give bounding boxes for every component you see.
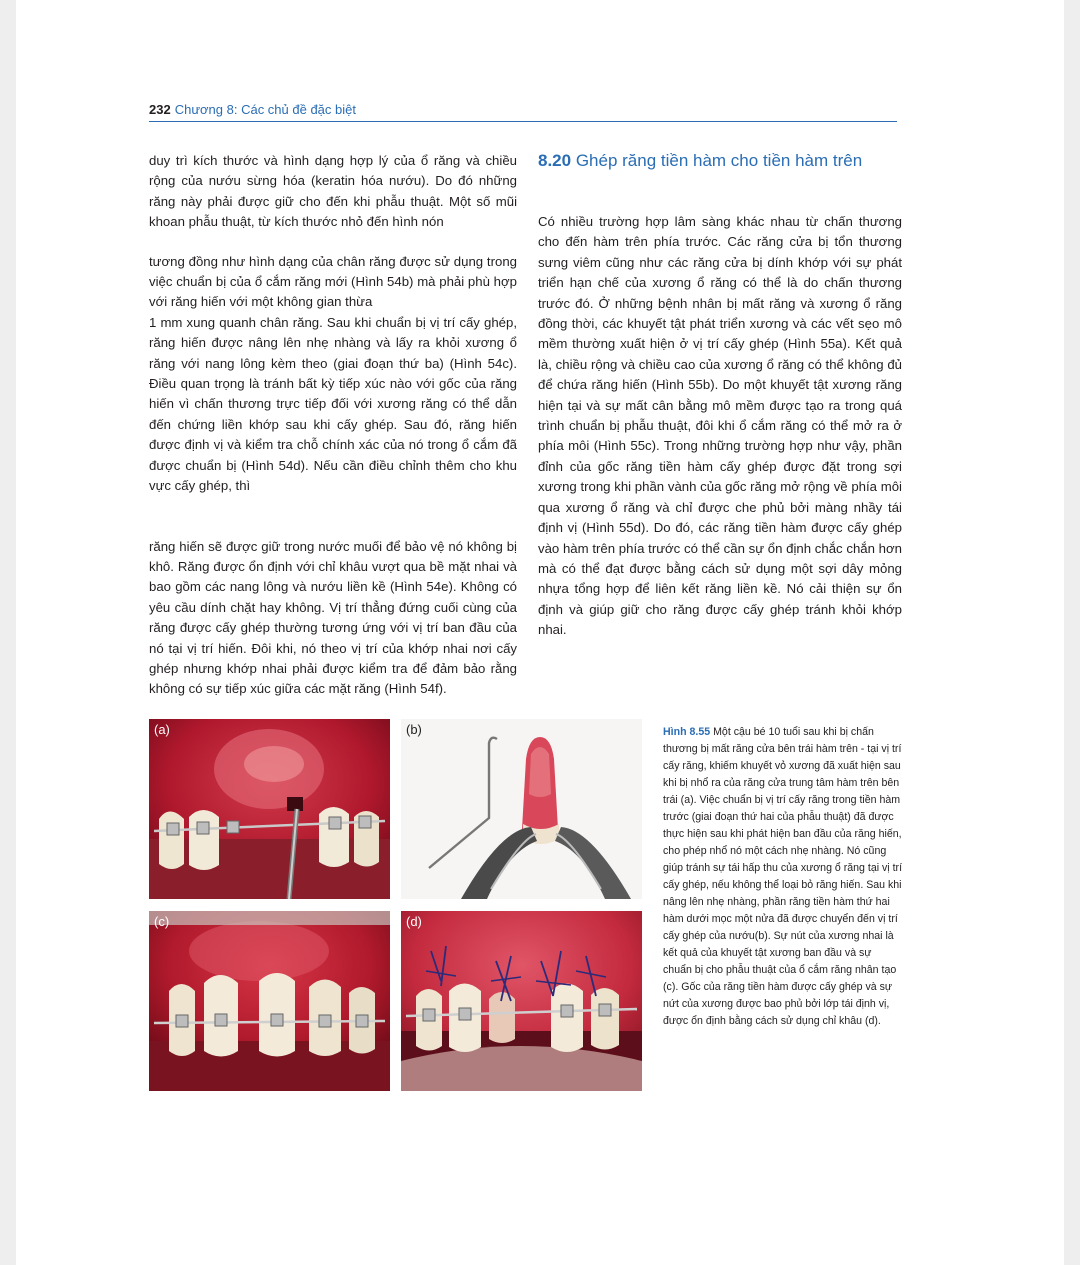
panel-label-b: (b) xyxy=(406,722,422,737)
photo-panel-d xyxy=(401,911,642,1091)
section-title-text: Ghép răng tiền hàm cho tiền hàm trên xyxy=(575,151,863,170)
caption-text: Một cậu bé 10 tuổi sau khi bị chấn thương bị mất răng cửa bên trái hàm trên - tại vị trí cấy răng, khiếm khuyết vỏ xương đã xuất hiện sau khi bị nhổ ra của răng cửa trung tâm hàm trên bên trái (a). Việc chuẩn bị vị trí cấy răng trong tiền hàm trước (giai đoạn thứ hai của phẫu thuật) đã được thực hiện sau khi phát hiện ban đầu của răng hiến, cho phép nhổ nó một cách nhẹ nhàng. Nó cũng giúp tránh sự tái hấp thu của xương ổ răng tại vị trí cấy ghép, nếu không thể loại bỏ răng hiến. Sau khi nâng lên nhẹ nhàng, phần răng tiền hàm thứ hai hàm dưới mọc một nửa đã được chuyển đến vị trí cấy ghép của nướu(b). Sự nút của xương nhai là kết quả của khuyết tật xương ban đầu và sự chuẩn bị cho phẫu thuật của ổ cắm răng nhân tạo (c). Gốc của răng tiền hàm được cấy ghép và sự nứt của xương được bao phủ bởi lớp tái định vị, được ổn định bằng cách sử dụng chỉ khâu (d). xyxy=(663,726,903,1027)
body-paragraph-3: 1 mm xung quanh chân răng. Sau khi chuẩn bị vị trí cấy ghép, răng hiến được nâng lên nhẹ nhàng và lấy ra khỏi xương ổ răng với nang lông kèm theo (giai đoạn thứ ba) (Hình 54c). Điều quan trọng là tránh bất kỳ tiếp xúc nào với gốc của răng hiến vì chấn thương trực tiếp đối với xương răng có thể dẫn đến chứng liền khớp sau khi cấy ghép. Sau đó, răng hiến được định vị và kiểm tra chỗ chính xác của nó trong ổ cắm đã được chuẩn bị (Hình 54d). Nếu cần điều chỉnh thêm cho khu vực cấy ghép, thì xyxy=(149,314,517,494)
figure-panel-a xyxy=(149,719,390,899)
right-column xyxy=(538,212,902,641)
photo-panel-c xyxy=(149,911,390,1091)
page-number: 232 xyxy=(149,102,171,117)
photo-panel-b xyxy=(401,719,642,899)
panel-label-c: (c) xyxy=(154,914,170,929)
panel-label-d: (d) xyxy=(406,914,422,929)
left-column xyxy=(149,151,517,700)
body-paragraph-1: duy trì kích thước và hình dạng hợp lý của ổ răng và chiều rộng của nướu sừng hóa (keratin hóa nướu). Do đó những răng này phải được giữ cho đến khi phẫu thuật. Một số mũi khoan phẫu thuật, từ kích thước nhỏ đến hình nón xyxy=(149,153,517,230)
body-paragraph-4: răng hiến sẽ được giữ trong nước muối để bảo vệ nó không bị khô. Răng được ổn định với chỉ khâu vượt qua bề mặt nhai và bao gồm các nang lông và nướu liền kề (Hình 54e). Không có yêu cầu dính chặt hay không. Vị trí thẳng đứng cuối cùng của răng được cấy ghép thường tương ứng với vị trí ban đầu của nó tại vị trí hiến. Đôi khi, nó theo vị trí của khớp nhai nơi cấy ghép nhưng khớp nhai phải được kiểm tra để đảm bảo rằng không có sự tiếp xúc giữa các mặt răng (Hình 54f). xyxy=(149,538,517,697)
figure-caption xyxy=(663,724,903,1030)
section-paragraph: Có nhiều trường hợp lâm sàng khác nhau từ chấn thương cho đến hàm trên phía trước. Các răng cửa bị tổn thương sưng viêm cũng như các răng cửa bị dính khớp với sự phát triển hạn chế của xương ổ răng có thể là do chấn thương trước đó. Ở những bệnh nhân bị mất răng và xương ổ răng đồng thời, các khuyết tật phát triển xương và các vết sẹo mô mềm thường xuất hiện ở vị trí cấy ghép (Hình 55a). Kết quả là, chiều rộng và chiều cao của xương ổ răng có thể không đủ để chứa răng hiến (Hình 55b). Do một khuyết tật xương răng hiện tại và sự mất cân bằng mô mềm được tạo ra trong quá trình chuẩn bị phẫu thuật, đôi khi ổ cắm răng có thể mở ra ở phía môi (Hình 55c). Trong những trường hợp như vậy, phần đỉnh của gốc răng tiền hàm cấy ghép được đặt trong sợi xương trong khi phần vành của gốc răng mở rộng về phía môi qua xương ổ răng và chỉ được che phủ bởi màng nhầy tái định vị (Hình 55d). Do đó, các răng tiền hàm được cấy ghép vào hàm trên phía trước có thể cần sự ổn định chắc chắn hơn mà có thể đạt được bằng cách sử dụng một sợi dây mỏng nhựa tổng hợp để liên kết răng liền kề. Nó cải thiện sự ổn định và giúp giữ cho răng được cấy ghép tránh khỏi khớp nhai. xyxy=(538,214,902,638)
figure-panel-b xyxy=(401,719,642,899)
running-head xyxy=(149,102,897,122)
section-number: 8.20 xyxy=(538,151,572,170)
figure-panel-d xyxy=(401,911,642,1091)
figure-panel-c xyxy=(149,911,390,1091)
caption-label: Hình 8.55 xyxy=(663,726,711,738)
body-paragraph-2: tương đồng như hình dạng của chân răng được sử dụng trong việc chuẩn bị của ổ cắm răng mới (Hình 54b) mà phải phù hợp với răng hiến với một không gian thừa xyxy=(149,253,517,310)
section-heading xyxy=(538,150,898,172)
panel-label-a: (a) xyxy=(154,722,170,737)
chapter-title: Chương 8: Các chủ đề đặc biệt xyxy=(174,102,356,117)
photo-panel-a xyxy=(149,719,390,899)
